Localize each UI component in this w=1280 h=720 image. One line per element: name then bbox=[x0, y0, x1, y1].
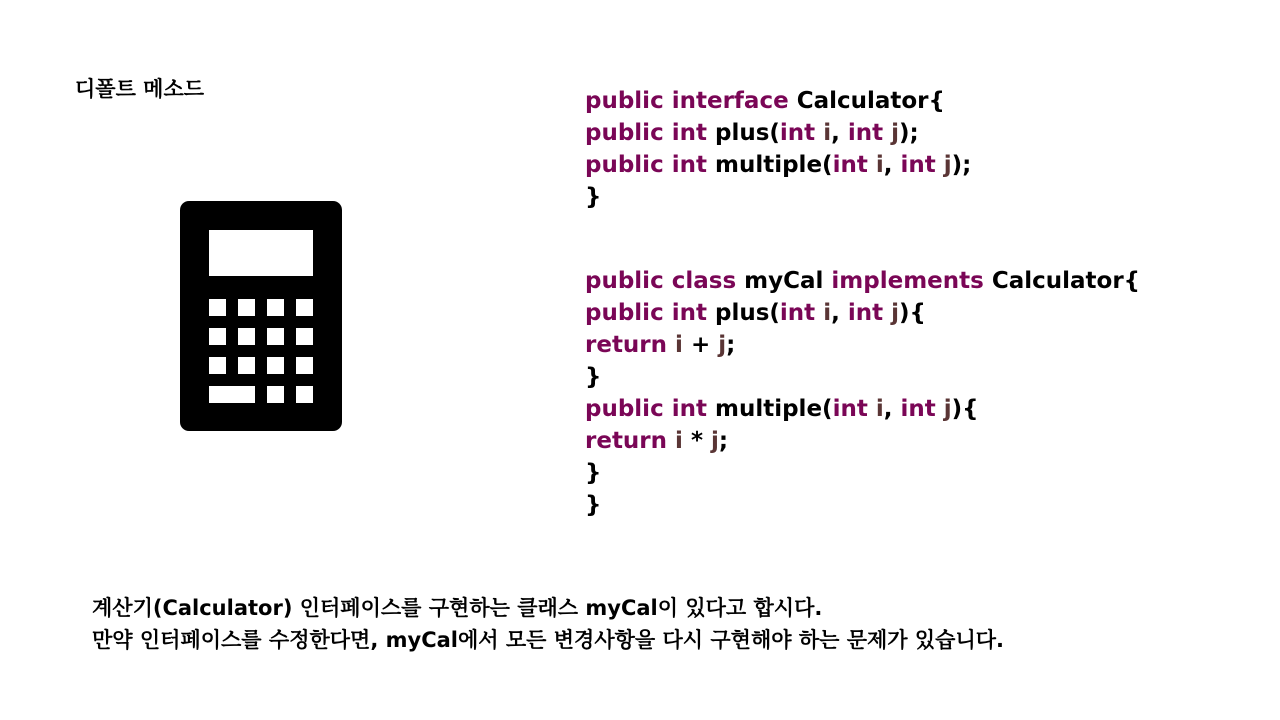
code-keyword: int bbox=[671, 152, 707, 178]
code-variable: j bbox=[891, 300, 900, 326]
code-keyword: int bbox=[832, 396, 868, 422]
code-line bbox=[585, 117, 971, 149]
code-variable: j bbox=[718, 332, 727, 358]
calculator-key bbox=[267, 357, 284, 374]
calculator-key bbox=[267, 299, 284, 316]
code-text bbox=[664, 268, 672, 294]
code-text bbox=[936, 152, 944, 178]
calculator-key bbox=[296, 299, 313, 316]
code-line bbox=[585, 297, 1140, 329]
code-text bbox=[883, 300, 891, 326]
code-text: , bbox=[883, 152, 901, 178]
code-keyword: public bbox=[585, 396, 664, 422]
code-line bbox=[585, 489, 1140, 521]
code-keyword: public bbox=[585, 268, 664, 294]
calculator-key bbox=[238, 357, 255, 374]
code-keyword: class bbox=[671, 268, 737, 294]
code-text: multiple( bbox=[706, 396, 833, 422]
description-line-2: 만약 인터페이스를 수정한다면, myCal에서 모든 변경사항을 다시 구현해야 하는 문제가 있습니다. bbox=[92, 628, 1004, 652]
description-line-1: 계산기(Calculator) 인터페이스를 구현하는 클래스 myCal이 있다고 합시다. bbox=[92, 596, 823, 620]
code-text bbox=[667, 428, 675, 454]
code-text: plus( bbox=[706, 120, 780, 146]
code-text bbox=[936, 396, 944, 422]
code-text: , bbox=[831, 120, 848, 146]
code-keyword: int bbox=[847, 120, 884, 146]
calculator-key bbox=[296, 328, 313, 345]
code-text bbox=[664, 88, 672, 114]
code-keyword: int bbox=[900, 152, 936, 178]
code-keyword: int bbox=[779, 120, 816, 146]
calculator-key bbox=[238, 299, 255, 316]
code-keyword: int bbox=[900, 396, 936, 422]
code-variable: i bbox=[823, 120, 832, 146]
code-text: , bbox=[831, 300, 848, 326]
code-text: ); bbox=[951, 152, 972, 178]
calculator-screen bbox=[209, 230, 313, 276]
code-keyword: interface bbox=[671, 88, 789, 114]
calculator-key bbox=[296, 386, 313, 403]
calculator-key bbox=[209, 328, 226, 345]
code-text bbox=[868, 396, 876, 422]
code-text bbox=[664, 396, 672, 422]
calculator-key bbox=[238, 328, 255, 345]
code-keyword: return bbox=[585, 428, 668, 454]
code-text: Calculator{ bbox=[788, 88, 945, 114]
code-text bbox=[667, 332, 675, 358]
code-variable: i bbox=[875, 396, 884, 422]
code-keyword: public bbox=[585, 300, 664, 326]
slide-title: 디폴트 메소드 bbox=[75, 77, 205, 101]
code-keyword: int bbox=[671, 120, 707, 146]
code-line bbox=[585, 361, 1140, 393]
code-text: ){ bbox=[951, 396, 979, 422]
code-text: + bbox=[682, 332, 719, 358]
code-keyword: public bbox=[585, 88, 664, 114]
calculator-key bbox=[296, 357, 313, 374]
code-variable: i bbox=[875, 152, 884, 178]
interface-code-block bbox=[585, 85, 971, 213]
code-text: } bbox=[585, 184, 602, 210]
calculator-key bbox=[267, 328, 284, 345]
code-keyword: int bbox=[671, 300, 707, 326]
calculator-key bbox=[209, 299, 226, 316]
class-code-block bbox=[585, 265, 1140, 521]
code-text: } bbox=[585, 364, 602, 390]
code-line bbox=[585, 265, 1140, 297]
code-keyword: int bbox=[671, 396, 707, 422]
code-keyword: int bbox=[779, 300, 816, 326]
code-variable: j bbox=[891, 120, 900, 146]
code-text: * bbox=[682, 428, 711, 454]
code-text bbox=[664, 152, 672, 178]
code-text: ){ bbox=[899, 300, 926, 326]
description bbox=[92, 592, 1004, 656]
code-keyword: implements bbox=[831, 268, 984, 294]
code-text: , bbox=[883, 396, 901, 422]
code-line bbox=[585, 85, 971, 117]
code-line bbox=[585, 181, 971, 213]
code-text: ; bbox=[718, 428, 729, 454]
code-text bbox=[664, 300, 672, 326]
calculator-icon bbox=[180, 201, 342, 431]
code-text bbox=[815, 300, 823, 326]
code-keyword: public bbox=[585, 120, 664, 146]
code-text: ; bbox=[726, 332, 736, 358]
code-variable: j bbox=[943, 396, 952, 422]
code-text: myCal bbox=[736, 268, 832, 294]
calculator-key bbox=[267, 386, 284, 403]
code-text bbox=[883, 120, 891, 146]
code-text bbox=[815, 120, 823, 146]
code-line bbox=[585, 393, 1140, 425]
code-text: multiple( bbox=[706, 152, 833, 178]
code-text: ); bbox=[899, 120, 919, 146]
code-keyword: int bbox=[847, 300, 884, 326]
code-text bbox=[868, 152, 876, 178]
code-variable: i bbox=[823, 300, 832, 326]
code-keyword: int bbox=[832, 152, 868, 178]
code-text: } bbox=[585, 460, 602, 486]
code-text bbox=[664, 120, 672, 146]
code-variable: j bbox=[943, 152, 952, 178]
code-text: Calculator{ bbox=[983, 268, 1141, 294]
code-line bbox=[585, 329, 1140, 361]
calculator-key bbox=[209, 357, 226, 374]
code-keyword: return bbox=[585, 332, 668, 358]
calculator-key-wide bbox=[209, 386, 255, 403]
code-text: } bbox=[585, 492, 602, 518]
code-line bbox=[585, 149, 971, 181]
code-variable: i bbox=[675, 428, 683, 454]
code-line bbox=[585, 457, 1140, 489]
code-variable: i bbox=[675, 332, 683, 358]
code-variable: j bbox=[710, 428, 719, 454]
code-line bbox=[585, 425, 1140, 457]
code-text: plus( bbox=[706, 300, 780, 326]
code-keyword: public bbox=[585, 152, 664, 178]
